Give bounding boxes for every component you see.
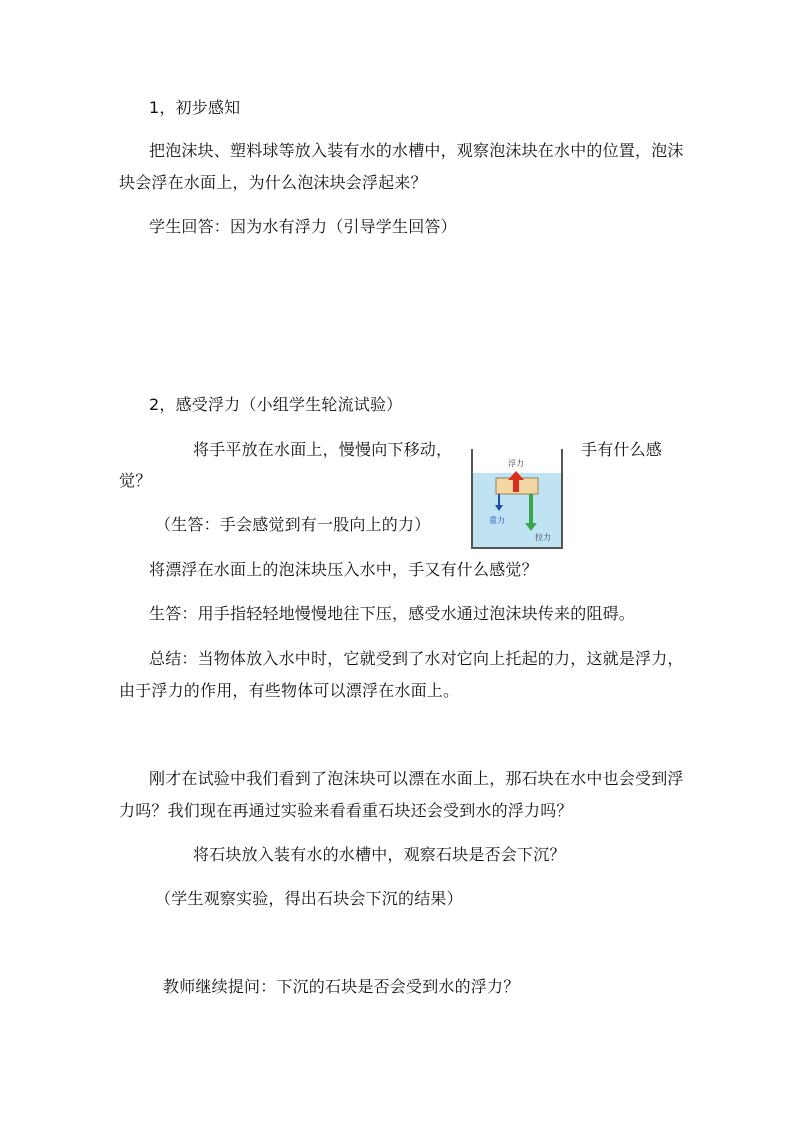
section-2-question-2: 将漂浮在水面上的泡沫块压入水中，手又有什么感觉？ bbox=[149, 560, 538, 579]
section-3-paragraph-line-1: 刚才在试验中我们看到了泡沫块可以漂在水面上，那石块在水中也会受到浮 bbox=[149, 769, 684, 788]
section-2-line-a-continuation: 觉？ bbox=[119, 471, 152, 490]
section-3-instruction: 将石块放入装有水的水槽中，观察石块是否会下沉？ bbox=[193, 845, 566, 864]
section-1-answer: 学生回答：因为水有浮力（引导学生回答） bbox=[149, 217, 457, 236]
section-3-observation: （学生观察实验，得出石块会下沉的结果） bbox=[155, 889, 463, 908]
buoyancy-diagram bbox=[468, 447, 566, 551]
label-buoyancy: 浮力 bbox=[508, 459, 524, 468]
section-1-heading: 1，初步感知 bbox=[149, 98, 241, 117]
section-1-paragraph-line-1: 把泡沫块、塑料球等放入装有水的水槽中，观察泡沫块在水中的位置，泡沫 bbox=[149, 141, 684, 160]
section-1-paragraph-line-2: 块会浮在水面上，为什么泡沫块会浮起来？ bbox=[119, 173, 427, 192]
section-3-paragraph-line-2: 力吗？我们现在再通过实验来看看重石块还会受到水的浮力吗？ bbox=[119, 801, 573, 820]
section-2-answer-1: （生答：手会感觉到有一股向上的力） bbox=[155, 515, 431, 534]
section-2-summary-line-2: 由于浮力的作用，有些物体可以漂浮在水面上。 bbox=[119, 681, 460, 700]
section-2-summary-line-1: 总结：当物体放入水中时，它就受到了水对它向上托起的力，这就是浮力， bbox=[149, 649, 684, 668]
label-pull: 拉力 bbox=[535, 533, 551, 542]
section-2-line-a-left: 将手平放在水面上，慢慢向下移动， bbox=[193, 440, 453, 459]
section-2-line-a-right: 手有什么感 bbox=[581, 440, 663, 459]
section-2-heading: 2，感受浮力（小组学生轮流试验） bbox=[149, 395, 403, 414]
section-3-teacher-question: 教师继续提问：下沉的石块是否会受到水的浮力？ bbox=[163, 977, 520, 996]
label-gravity: 重力 bbox=[489, 516, 505, 525]
section-2-answer-2: 生答：用手指轻轻地慢慢地往下压，感受水通过泡沫块传来的阻碍。 bbox=[149, 604, 636, 623]
